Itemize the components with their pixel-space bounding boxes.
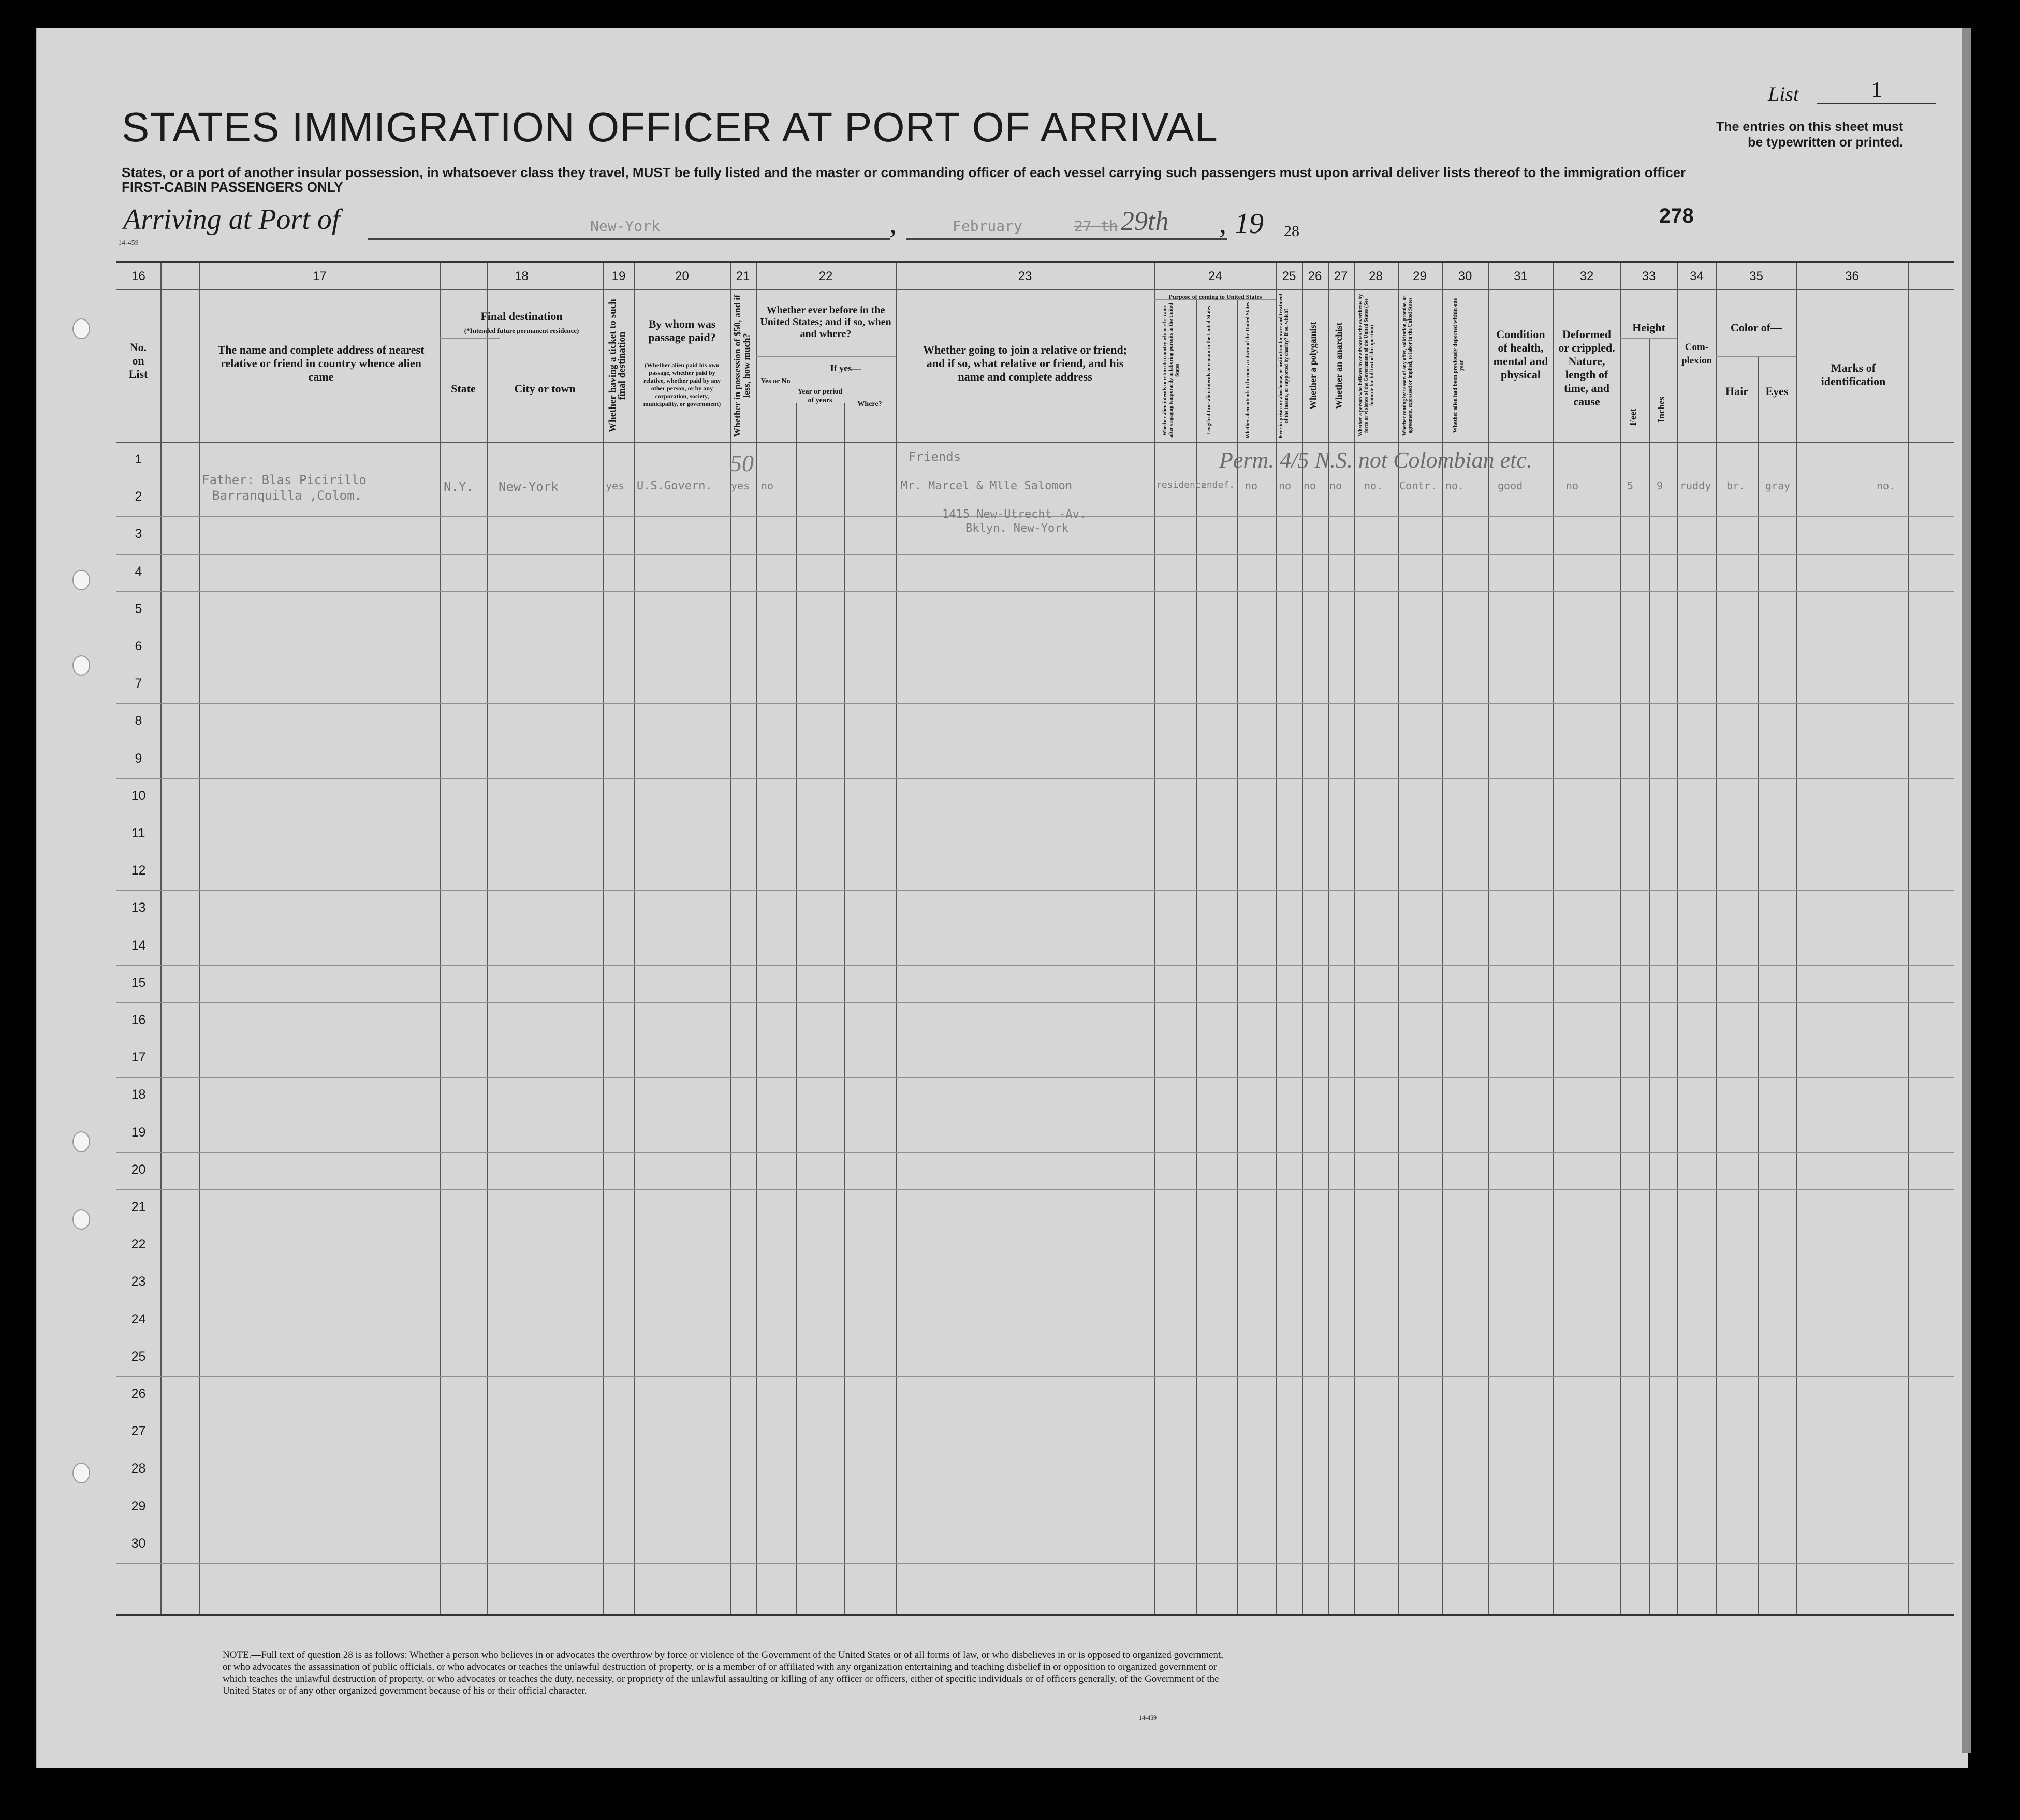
col-number: 16: [131, 269, 145, 283]
header-deformed: Deformed or crippled. Nature, length of time, and cause: [1558, 328, 1615, 408]
row-line: [116, 703, 1954, 704]
header-purpose-length: Length of time alien intends to remain in the United States: [1206, 305, 1212, 435]
col-line: [756, 263, 757, 1614]
first-cabin-label: FIRST-CABIN PASSENGERS ONLY: [122, 179, 343, 195]
col-number: 36: [1845, 269, 1859, 283]
header-divider: [116, 289, 1954, 290]
typewritten-note-line1: The entries on this sheet must: [1716, 120, 1904, 134]
row-number: 9: [135, 751, 142, 766]
col-number: 26: [1308, 269, 1322, 283]
row-number: 16: [131, 1013, 146, 1027]
col-number: 35: [1749, 269, 1763, 283]
row-line: [116, 1152, 1954, 1153]
col-line: [1196, 299, 1197, 1614]
row-line: [116, 1376, 1954, 1377]
footnote: NOTE.—Full text of question 28 is as follows: Whether a person who believes in or advocates the overthrow by force or violence of the Government of the United States or of all forms of law, or who disbelieves in or is opposed to organized government, or who advocates the assassination of public officials, or who advocates or teaches the unlawful destruction of property, or is a member of or affiliated with any organization entertaining and teaching disbelief in or opposition to organized government or which teaches the unlawful destruction of property, or who advocates or teaches the duty, necessity, or propriety of the unlawful assaulting or killing of any officer or officers, either of specific individuals or of officers generally, of the Government of the United States or of any other organized government because of his or their official character.: [223, 1650, 1223, 1696]
col-line: [1237, 299, 1238, 1614]
row-number: 22: [131, 1237, 146, 1252]
col-number: 29: [1413, 269, 1427, 283]
header-polygamist: Whether a polygamist: [1308, 322, 1318, 410]
col-line: [1154, 263, 1155, 1614]
row-number: 1: [135, 452, 142, 467]
header-feet: Feet: [1628, 409, 1638, 426]
cell-ever-before: no: [761, 479, 774, 492]
col-number: 24: [1208, 269, 1222, 283]
row-line: [116, 1189, 1954, 1190]
date-handwritten: 29th: [1121, 207, 1169, 236]
sub-line: [756, 356, 896, 357]
row-line: [116, 554, 1954, 555]
row-number: 10: [131, 788, 146, 803]
cell-q30: no.: [1445, 479, 1465, 492]
row-number: 8: [135, 714, 142, 729]
col-line: [796, 403, 797, 1614]
header-year-period: Year or period of years: [797, 388, 843, 404]
header-city: City or town: [514, 382, 576, 395]
col-line: [440, 263, 441, 1614]
cell-anarchist: no: [1329, 479, 1342, 492]
header-purpose-citizen: Whether alien intends to become a citizen of the United States: [1245, 302, 1251, 439]
row-number: 24: [131, 1312, 146, 1327]
cell-deformed: no: [1566, 479, 1579, 492]
header-purpose: Purpose of coming to United States: [1168, 293, 1262, 300]
year-prefix: 19: [1235, 208, 1264, 240]
row-number: 30: [131, 1536, 146, 1551]
row-line: [116, 890, 1954, 891]
col-number: 20: [675, 269, 689, 283]
col-number: 30: [1458, 269, 1472, 283]
header-purpose-return: Whether alien intends to return to country whence he came after engaging temporarily in laboring pursuits in the United States: [1162, 303, 1180, 438]
header-by-whom-paid-sub: (Whether alien paid his own passage, whether paid by relative, whether paid by any other person, or by any corporation, society, municipality, or government): [643, 361, 721, 407]
row-number: 18: [131, 1087, 146, 1102]
header-color-of: Color of—: [1730, 321, 1782, 334]
row-number: 26: [131, 1387, 146, 1401]
list-label: List: [1768, 82, 1799, 106]
row-number: 4: [135, 564, 142, 579]
punch-hole: [72, 570, 90, 590]
punch-hole: [72, 1209, 90, 1230]
cell-complexion: ruddy: [1680, 479, 1711, 492]
row-number: 2: [135, 489, 142, 504]
row-number: 7: [135, 676, 142, 691]
row-number: 20: [131, 1162, 146, 1177]
col-line: [1908, 263, 1909, 1614]
row-number: 23: [131, 1274, 146, 1289]
header-q30: Whether alien had been previously deported within one year: [1452, 298, 1465, 433]
page-title: STATES IMMIGRATION OFFICER AT PORT OF ARRIVAL: [122, 104, 1218, 150]
cell-purpose-length: indef.: [1201, 479, 1235, 490]
cell-join-label: Friends: [909, 449, 961, 464]
header-final-destination-sub: (*Intended future permanent residence): [464, 327, 579, 334]
comma: ,: [1219, 208, 1226, 240]
col-number: 31: [1514, 269, 1528, 283]
cell-feet: 5: [1627, 479, 1634, 492]
row-number: 14: [131, 938, 146, 953]
cell-eyes: gray: [1765, 479, 1791, 492]
header-if-yes: If yes—: [830, 363, 861, 373]
col-line: [603, 263, 604, 1614]
header-anarchist: Whether an anarchist: [1334, 322, 1344, 409]
typewritten-note-line2: be typewritten or printed.: [1748, 135, 1904, 150]
col-number: 19: [611, 269, 626, 283]
header-eyes: Eyes: [1765, 385, 1789, 398]
row-number: 15: [131, 975, 146, 990]
row-number: 25: [131, 1349, 146, 1364]
cell-purpose-citizen: no: [1245, 479, 1258, 492]
year-suffix: 28: [1284, 223, 1299, 240]
row-number: 28: [131, 1461, 146, 1476]
col-number: 27: [1334, 269, 1348, 283]
header-q29: Whether coming by reason of any offer, solicitation, promise, or agreement, expressed or implied, to labor in the United States: [1402, 295, 1413, 436]
header-state: State: [451, 382, 476, 395]
header-health: Condition of health, mental and physical: [1493, 328, 1548, 381]
col-number: 18: [515, 269, 529, 283]
header-ticket: Whether having a ticket to such final destination: [607, 299, 627, 432]
row-number: 19: [131, 1125, 146, 1140]
row-line: [116, 965, 1954, 966]
header-join-relative: Whether going to join a relative or friend; and if so, what relative or friend, and his name and complete address: [923, 343, 1128, 383]
footnote-form-number: 14-459: [1139, 1714, 1157, 1721]
cell-city: New-York: [499, 479, 559, 494]
row-line: [116, 778, 1954, 779]
header-ever-before: Whether ever before in the United States; and if so, when and where?: [760, 304, 891, 340]
row-line: [116, 1002, 1954, 1003]
col-line: [634, 263, 635, 1614]
header-final-destination: Final destination: [480, 310, 563, 323]
col-number: 17: [313, 269, 327, 283]
cell-paid-by: U.S.Govern.: [637, 479, 712, 492]
header-hair: Hair: [1725, 385, 1748, 398]
cell-q28: no.: [1364, 479, 1383, 492]
cell-join-line3: Bklyn. New-York: [965, 522, 1068, 535]
row-number: 13: [131, 900, 146, 915]
header-q28: Whether a person who believes in or advocates the overthrow by force or violence of the Government of the United States (See footnote for full text of this question): [1358, 294, 1375, 437]
cell-join-line1: Mr. Marcel & Mlle Salomon: [901, 479, 1073, 492]
header-nearest-relative: The name and complete address of nearest relative or friend in country whence alien came: [217, 343, 425, 383]
col-line: [160, 263, 162, 1614]
date-struck: 27 th: [1074, 217, 1118, 235]
row-number: 21: [131, 1200, 146, 1214]
punch-hole: [72, 655, 90, 676]
cell-polygamist: no: [1304, 479, 1316, 492]
col-line: [1649, 338, 1650, 1614]
row-number: 11: [131, 826, 145, 840]
comma: ,: [889, 208, 897, 240]
header-by-whom-paid: By whom was passage paid?: [648, 317, 716, 344]
header-inches: Inches: [1656, 396, 1666, 423]
header-bottom-line: [116, 442, 1954, 443]
row-number: 5: [135, 601, 142, 616]
punch-hole: [72, 1131, 90, 1152]
cell-ticket: yes: [606, 479, 625, 492]
col-line: [1553, 263, 1554, 1614]
manifest-table: [116, 261, 1954, 1616]
col-line: [896, 263, 897, 1614]
arriving-label: Arriving at Port of: [123, 203, 340, 236]
col-line: [1716, 263, 1717, 1614]
port-underline: [368, 238, 890, 240]
cell-possession-hand: 50: [730, 450, 754, 476]
col-number: 21: [736, 269, 750, 283]
typewritten-note: [1716, 119, 1903, 150]
header-possession-50: Whether in possession of $50, and if less, how much?: [732, 294, 752, 437]
header-height: Height: [1632, 321, 1665, 334]
intro-text: States, or a port of another insular possession, in whatsoever class they travel, MUST be fully listed and the master or commanding officer of each vessel carrying such passengers must upon arrival deliver lists thereof to the immigration officer: [122, 165, 1686, 180]
punch-hole: [72, 1463, 90, 1483]
col-line: [1677, 263, 1678, 1614]
col-number: 22: [818, 269, 833, 283]
col-number: 32: [1579, 269, 1594, 283]
sub-line: [1620, 338, 1677, 339]
cell-relative-line1: Father: Blas Picirillo: [202, 473, 367, 487]
cell-health: good: [1498, 479, 1523, 492]
header-where: Where?: [857, 400, 882, 408]
row-line: [116, 1563, 1954, 1564]
cell-join-line2: 1415 New-Utrecht -Av.: [942, 508, 1087, 521]
cell-prison: no: [1279, 479, 1292, 492]
header-complexion: Com- plexion: [1681, 342, 1712, 366]
row-number: 12: [131, 863, 146, 878]
row-number: 3: [135, 527, 142, 542]
col-line: [199, 263, 200, 1614]
cell-purpose-return: residence: [1156, 479, 1207, 490]
form-number: 14-459: [118, 239, 139, 247]
cell-possession: yes: [731, 479, 750, 492]
col-number: 28: [1369, 269, 1383, 283]
sub-line: [440, 338, 500, 339]
port-value: New-York: [590, 217, 660, 235]
handwritten-annotation: Perm. 4/5 N.S. not Colombian etc.: [1219, 447, 1532, 473]
row-number: 17: [131, 1050, 146, 1065]
row-number: 29: [131, 1498, 146, 1513]
sub-line: [1716, 356, 1796, 357]
cell-marks: no.: [1877, 479, 1896, 492]
list-number: 1: [1817, 78, 1936, 104]
punch-hole: [72, 318, 90, 339]
col-line: [1620, 263, 1621, 1614]
header-marks: Marks of identification: [1821, 361, 1886, 388]
page-number: 278: [1659, 205, 1694, 227]
cell-hair: br.: [1726, 479, 1746, 492]
cell-relative-line2: Barranquilla ,Colom.: [212, 488, 362, 503]
cell-inches: 9: [1657, 479, 1663, 492]
col-line: [487, 263, 488, 1614]
header-no-on-list: No. on List: [128, 341, 148, 381]
cell-state: N.Y.: [444, 479, 474, 494]
row-line: [116, 591, 1954, 592]
col-number: 34: [1690, 269, 1704, 283]
col-number: 23: [1018, 269, 1032, 283]
col-line: [1758, 356, 1759, 1614]
col-line: [1796, 263, 1797, 1614]
header-prison: Ever in prison or almshouse, or institution for care and treatment of the insane, or supported by charity? If so, which?: [1278, 293, 1290, 438]
date-underline: [906, 238, 1227, 240]
cell-q29: Contr.: [1399, 479, 1437, 492]
col-line: [844, 403, 845, 1614]
row-number: 27: [131, 1424, 146, 1439]
date-month: February: [953, 217, 1022, 235]
header-yes-or-no: Yes or No: [760, 377, 791, 385]
col-number: 33: [1642, 269, 1656, 283]
col-number: 25: [1282, 269, 1296, 283]
page-edge: [1962, 28, 1971, 1753]
row-line: [116, 1077, 1954, 1078]
row-number: 6: [135, 639, 142, 653]
